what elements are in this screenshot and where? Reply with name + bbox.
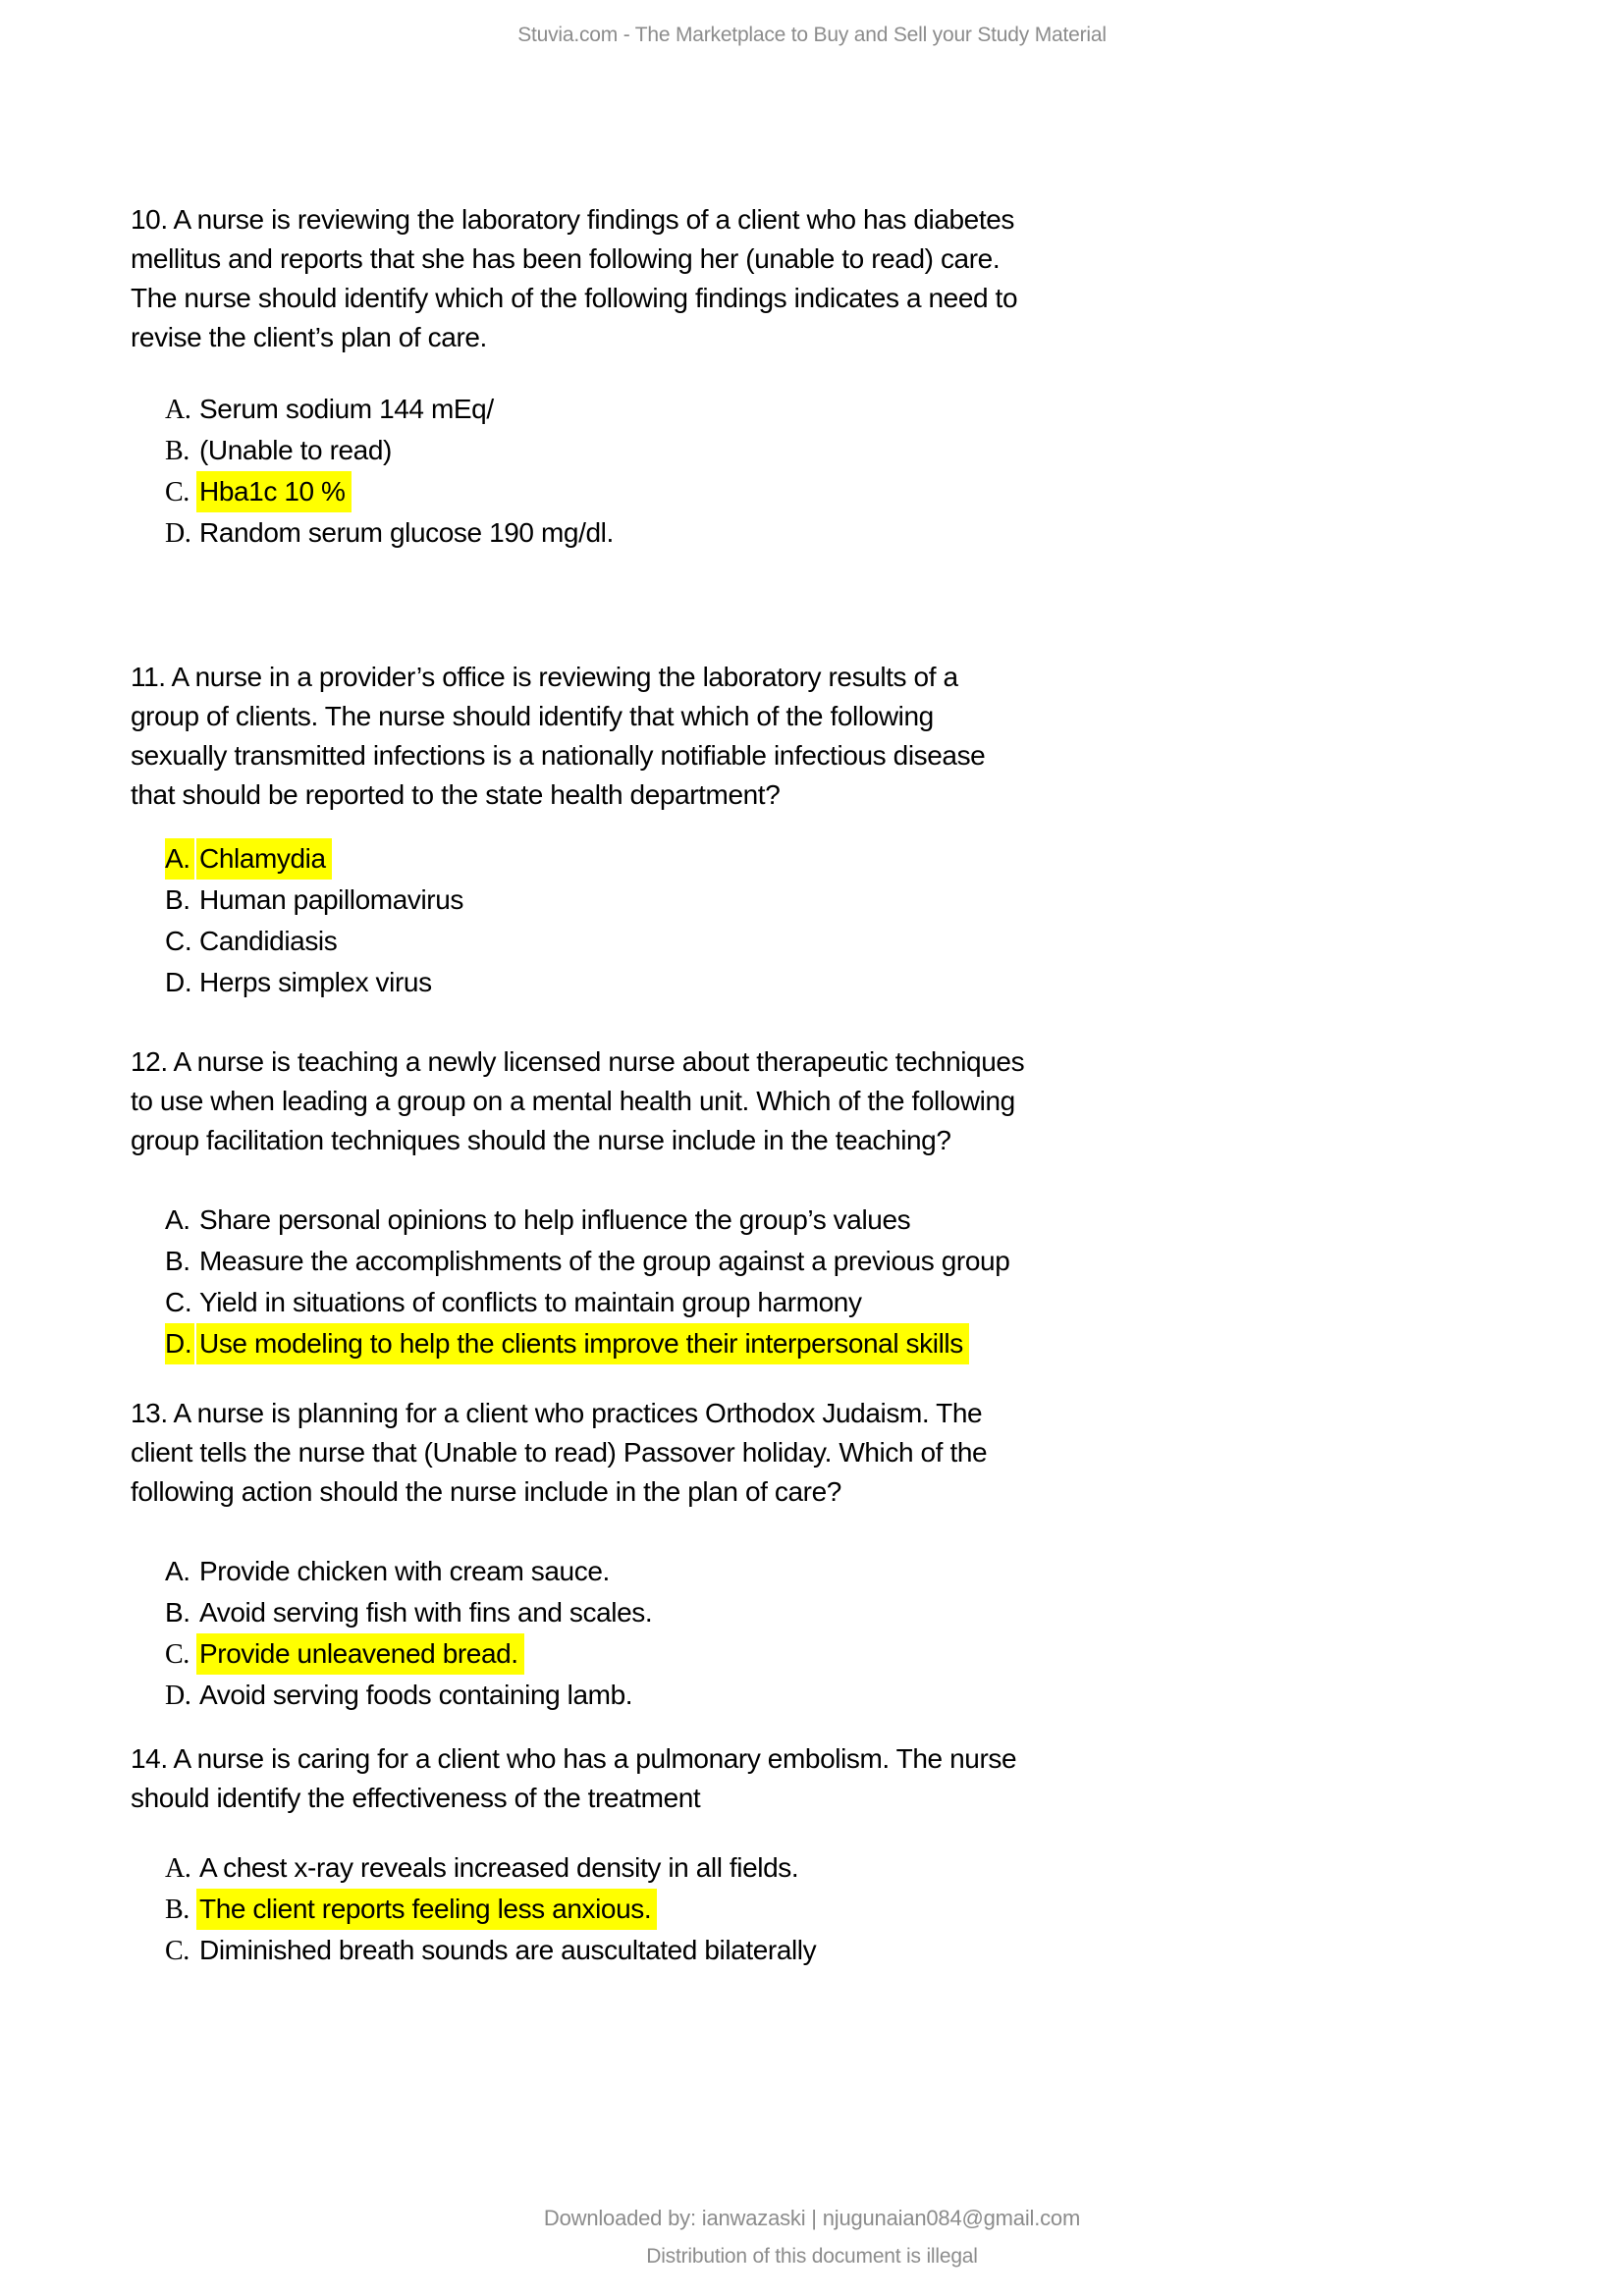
option-text: Avoid serving foods containing lamb. <box>199 1680 633 1710</box>
option-row <box>165 1675 1540 1716</box>
option-letter: C. <box>165 1639 189 1670</box>
question-text <box>131 658 1525 815</box>
options-list <box>165 1847 1540 1971</box>
question-text-line: The nurse should identify which of the following findings indicates a need to <box>131 283 1018 313</box>
option-row <box>165 1241 1540 1282</box>
option-text: Avoid serving fish with fins and scales. <box>199 1597 653 1628</box>
option-letter: B. <box>165 884 190 915</box>
option-row <box>165 1282 1540 1323</box>
option-row <box>165 962 1540 1003</box>
option-row <box>165 1592 1540 1633</box>
question-text <box>131 1394 1525 1512</box>
option-letter: B. <box>165 436 189 466</box>
question-text-line: revise the client’s plan of care. <box>131 322 487 352</box>
option-row <box>165 1847 1540 1889</box>
option-row <box>165 389 1540 430</box>
option-row <box>165 1200 1540 1241</box>
option-letter: A. <box>165 1204 190 1235</box>
option-text: Measure the accomplishments of the group against a previous group <box>199 1246 1010 1276</box>
option-row <box>165 430 1540 471</box>
option-row <box>165 1889 1540 1930</box>
question-text <box>131 1739 1525 1818</box>
option-letter: D. <box>165 1681 191 1711</box>
option-row <box>165 1633 1540 1675</box>
option-letter: B. <box>165 1597 190 1628</box>
option-row <box>165 921 1540 962</box>
option-letter: A. <box>165 395 191 425</box>
option-text: Use modeling to help the clients improve their interpersonal skills <box>196 1323 969 1364</box>
option-text: Provide chicken with cream sauce. <box>199 1556 610 1586</box>
option-letter: A. <box>165 1853 191 1884</box>
option-letter: D. <box>165 1323 194 1364</box>
option-text: Human papillomavirus <box>199 884 464 915</box>
question-text-line: that should be reported to the state health department? <box>131 779 781 810</box>
option-row <box>165 1323 1540 1364</box>
question-text-line: 12. A nurse is teaching a newly licensed nurse about therapeutic techniques <box>131 1046 1025 1077</box>
option-text: Random serum glucose 190 mg/dl. <box>199 517 614 548</box>
options-list <box>165 838 1540 1003</box>
option-text: Provide unleavened bread. <box>196 1633 524 1675</box>
footer-warning: Distribution of this document is illegal <box>646 2245 978 2268</box>
question-text-line: should identify the effectiveness of the treatment <box>131 1783 701 1813</box>
option-row <box>165 880 1540 921</box>
option-text: Share personal opinions to help influence the group’s values <box>199 1204 911 1235</box>
option-text: Chlamydia <box>196 838 332 880</box>
option-letter: C. <box>165 1287 192 1317</box>
option-row <box>165 1930 1540 1971</box>
question-text-line: group facilitation techniques should the nurse include in the teaching? <box>131 1125 951 1155</box>
options-list <box>165 389 1540 554</box>
option-row <box>165 1551 1540 1592</box>
option-letter: B. <box>165 1246 190 1276</box>
question-text-line: mellitus and reports that she has been following her (unable to read) care. <box>131 243 1001 274</box>
question-text <box>131 200 1525 357</box>
option-letter: C. <box>165 926 192 956</box>
option-letter: D. <box>165 967 192 997</box>
option-letter: A. <box>165 1556 190 1586</box>
question-text-line: following action should the nurse include in the plan of care? <box>131 1476 841 1507</box>
option-text: Hba1c 10 % <box>196 471 352 512</box>
question-text-line: 13. A nurse is planning for a client who practices Orthodox Judaism. The <box>131 1398 983 1428</box>
question-text-line: group of clients. The nurse should identify that which of the following <box>131 701 934 731</box>
question-text-line: client tells the nurse that (Unable to read) Passover holiday. Which of the <box>131 1437 988 1468</box>
question-text-line: 10. A nurse is reviewing the laboratory findings of a client who has diabetes <box>131 204 1014 235</box>
option-text: Yield in situations of conflicts to maintain group harmony <box>199 1287 862 1317</box>
question-text-line: sexually transmitted infections is a nationally notifiable infectious disease <box>131 740 986 771</box>
option-text: (Unable to read) <box>199 435 392 465</box>
option-row <box>165 471 1540 512</box>
question-text-line: 11. A nurse in a provider’s office is reviewing the laboratory results of a <box>131 662 958 692</box>
option-text: Herps simplex virus <box>199 967 432 997</box>
options-list <box>165 1200 1540 1364</box>
options-list <box>165 1551 1540 1716</box>
option-letter: B. <box>165 1895 189 1925</box>
option-letter: D. <box>165 518 191 549</box>
option-letter: C. <box>165 477 189 507</box>
page-header-watermark: Stuvia.com - The Marketplace to Buy and Sell your Study Material <box>517 24 1107 46</box>
option-text: Candidiasis <box>199 926 338 956</box>
footer-downloaded-by: Downloaded by: ianwazaski | njugunaian084@gmail.com <box>543 2206 1081 2230</box>
question-text-line: to use when leading a group on a mental health unit. Which of the following <box>131 1086 1015 1116</box>
option-letter: A. <box>165 838 194 880</box>
option-text: Diminished breath sounds are auscultated bilaterally <box>199 1935 817 1965</box>
option-row <box>165 838 1540 880</box>
option-text: A chest x-ray reveals increased density in all fields. <box>199 1852 799 1883</box>
option-text: The client reports feeling less anxious. <box>196 1889 657 1930</box>
option-letter: C. <box>165 1936 189 1966</box>
question-text-line: 14. A nurse is caring for a client who has a pulmonary embolism. The nurse <box>131 1743 1017 1774</box>
question-text <box>131 1042 1525 1160</box>
option-row <box>165 512 1540 554</box>
option-text: Serum sodium 144 mEq/ <box>199 394 494 424</box>
